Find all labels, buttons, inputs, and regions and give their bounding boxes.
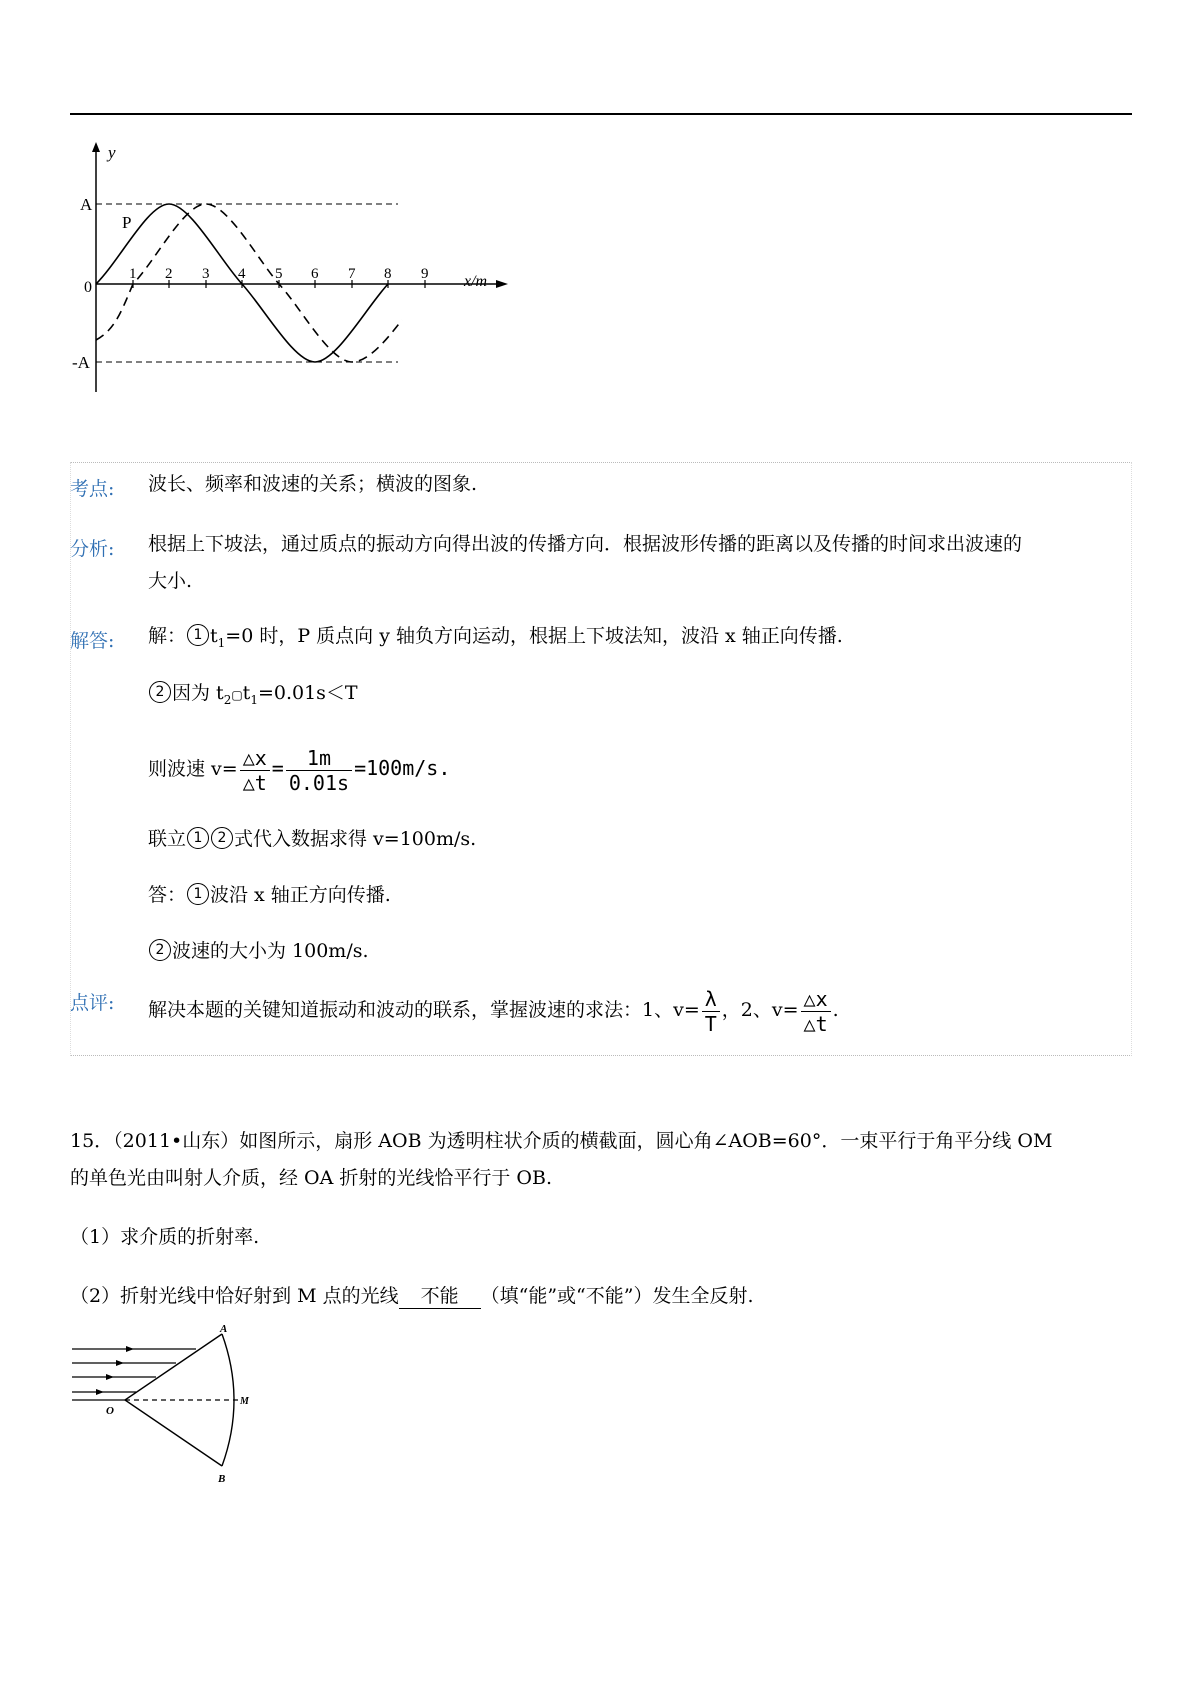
frac-lambda-T: $\frac{\lambda}{T}$ [702,987,720,1036]
radius-OB [125,1400,222,1466]
jieda-label: 解答: [70,630,115,652]
header-rule [70,113,1132,115]
dianping-label: 点评: [70,992,115,1014]
circle-2: 2 [149,681,171,703]
fenxi-line1: 根据上下坡法，通过质点的振动方向得出波的传播方向．根据波形传播的距离以及传播的时间求出波速的 [148,533,1023,555]
svg-text:2: 2 [165,266,173,282]
jieda-line6: 2 波速的大小为 100m/s. [148,933,369,969]
q15-line2: 的单色光由叫射人介质，经 OA 折射的光线恰平行于 OB. [70,1167,552,1189]
jieda-line2: 2 因为 $t_2▢t_1=0.01s<T$ [148,675,358,718]
jieda-line4: 联立 1 2 式代入数据求得 v=100m/s. [148,828,477,850]
svg-text:7: 7 [348,266,356,282]
wave-graph [60,140,520,400]
svg-text:8: 8 [384,266,392,282]
radius-OA [125,1334,222,1400]
q15-part2: （2）折射光线中恰好射到 M 点的光线 不能 （填“能”或“不能”）发生全反射. [70,1285,754,1307]
circle-1: 1 [187,624,209,646]
svg-text:3: 3 [202,266,210,282]
kaodian-label: 考点: [70,478,115,500]
frac-1m-001s: $\frac{1m}{0.01s}$ [286,746,352,795]
frac-dx-dt-2: $\frac{\triangle x}{\triangle t}$ [801,987,831,1036]
jieda-line5: 答： 1 波沿 x 轴正方向传播. [148,884,391,906]
incident-rays [72,1349,196,1400]
answer-blank: 不能 [399,1284,481,1309]
svg-text:4: 4 [238,266,246,282]
dianping-text: 解决本题的关键知道振动和波动的联系，掌握波速的求法：1、v= $\frac{\lambda}{T}$ ，2、v= $\frac{\triangle x}{\triangle t}$ . [148,986,839,1036]
y-label: y [108,143,116,162]
kaodian-text: 波长、频率和波速的关系；横波的图象. [148,473,478,495]
svg-text:6: 6 [311,266,319,282]
frac-dx-dt: $\frac{\triangle x}{\triangle t}$ [240,746,270,795]
amplitude-label: A [80,195,93,214]
y-axis-arrow [92,142,100,152]
jieda-line3: 则波速 v= $\frac{\triangle x}{\triangle t}$ = $\frac{1m}{0.01s}$ =100m/s. [148,745,451,795]
q15-part1: （1）求介质的折射率. [70,1226,260,1248]
x-tick-labels [129,266,429,282]
x-axis-arrow [496,280,508,288]
solid-wave [96,204,388,362]
fenxi-label: 分析: [70,538,115,560]
dashed-wave [96,204,402,362]
svg-text:1: 1 [129,266,137,282]
label-M: M [240,1396,249,1407]
x-label: x/m [464,273,488,290]
label-B: B [218,1473,226,1485]
fenxi-line2: 大小. [148,570,193,592]
sector-figure [70,1320,270,1490]
jieda-line1: 解： 1 $t_1=0$ 时，P 质点向 y 轴负方向运动，根据上下坡法知，波沿 x 轴正向传播. [148,625,843,650]
svg-text:9: 9 [421,266,429,282]
q15-line1: 15．（2011•山东）如图所示，扇形 AOB 为透明柱状介质的横截面，圆心角∠AOB=60°．一束平行于角平分线 OM [70,1130,1053,1152]
origin-label: 0 [84,279,92,296]
label-A: A [220,1323,228,1335]
svg-text:5: 5 [275,266,283,282]
point-p-label: P [122,213,132,232]
ray-arrows [96,1346,134,1395]
neg-amplitude-label: -A [72,353,90,372]
label-O: O [106,1405,114,1417]
